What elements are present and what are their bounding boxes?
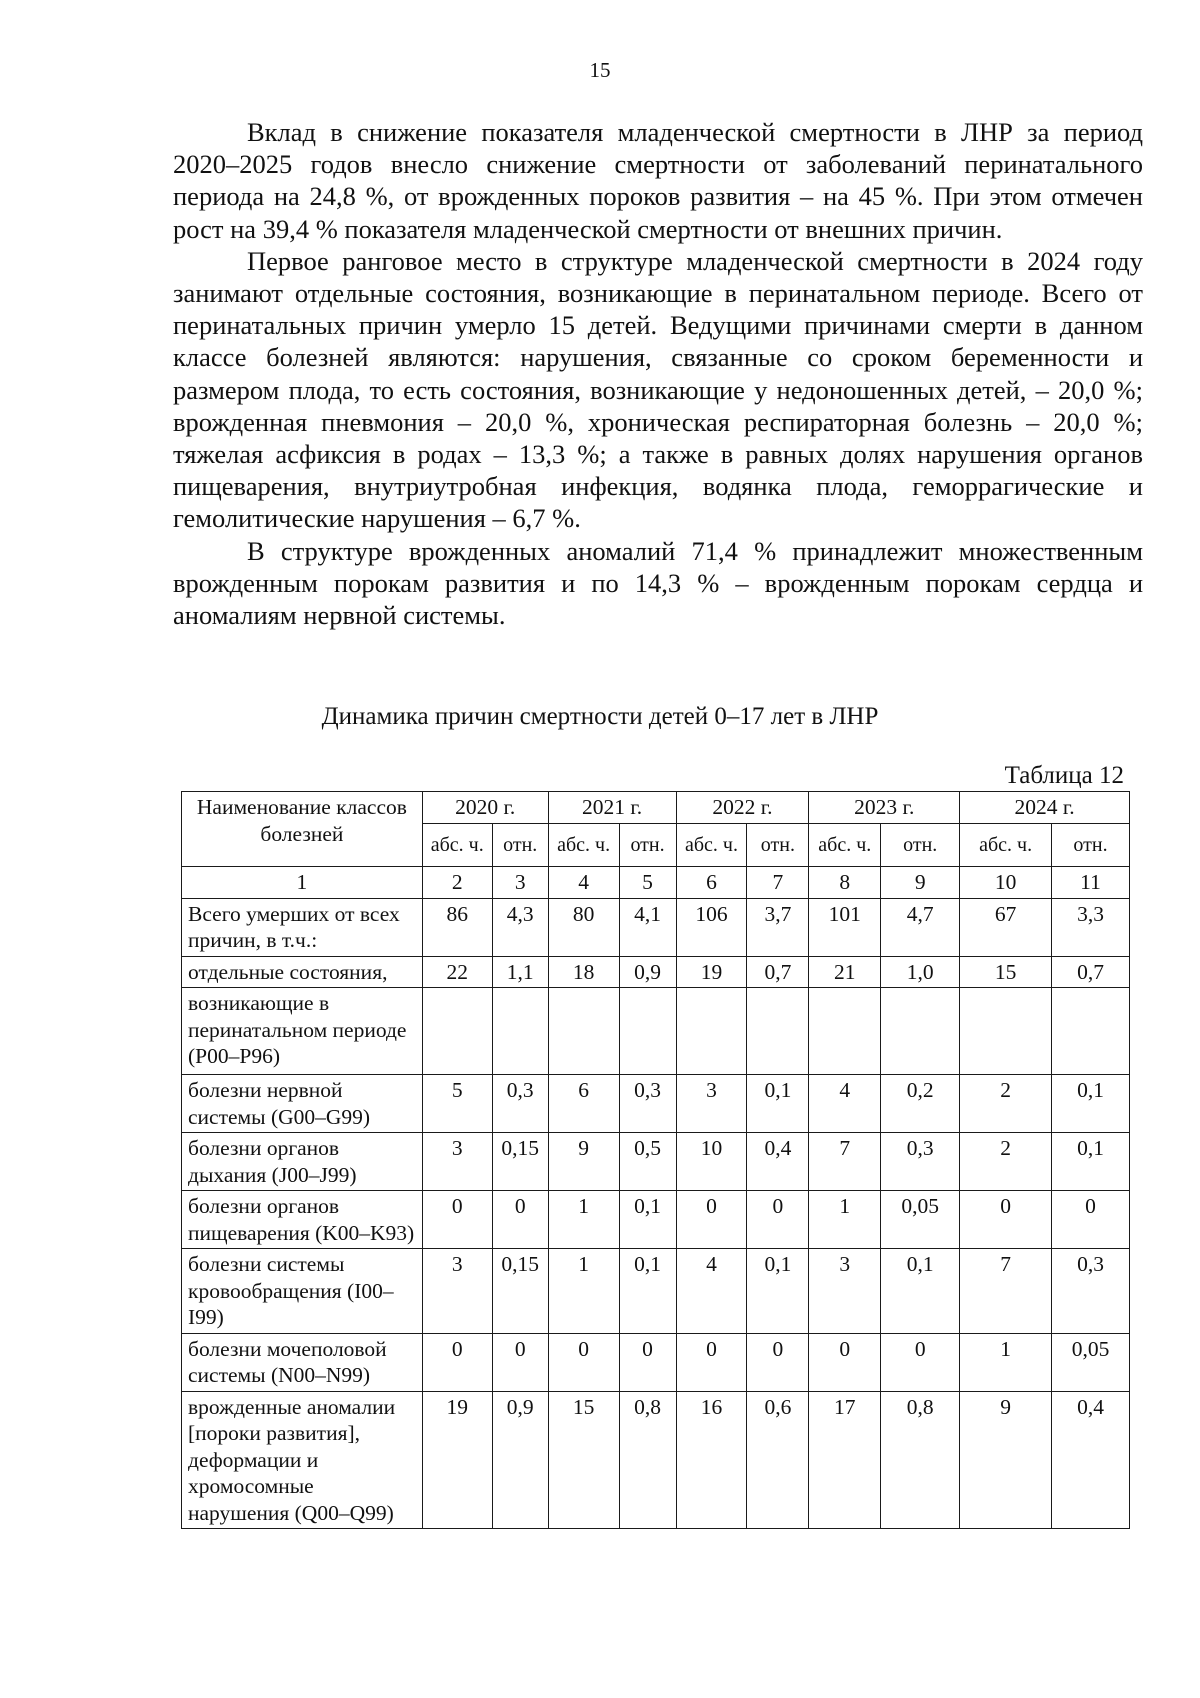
absolute-value-cell: 4 (676, 1249, 747, 1334)
sub-header: абс. ч. (422, 823, 492, 867)
relative-value-cell: 0,9 (619, 956, 676, 988)
relative-value-cell: 0,9 (492, 1391, 548, 1529)
relative-value-cell: 4,3 (492, 898, 548, 956)
paragraph-1: Вклад в снижение показателя младенческой смертности в ЛНР за период 2020–2025 годов внесло снижение смертности от заболеваний перинатального периода на 24,8 %, от врожденных пороков развития – на 45 %. При этом отмечен рост на 39,4 % показателя младенческой смертности от внешних причин. (173, 117, 1143, 244)
relative-value-cell: 0,1 (619, 1249, 676, 1334)
absolute-value-cell: 101 (809, 898, 881, 956)
sub-header: абс. ч. (548, 823, 619, 867)
disease-class-name: болезни мочеполовой системы (N00–N99) (182, 1333, 423, 1391)
disease-class-name: болезни нервной системы (G00–G99) (182, 1075, 423, 1133)
year-header: 2020 г. (422, 792, 548, 824)
absolute-value-cell: 0 (960, 1191, 1052, 1249)
relative-value-cell: 4,1 (619, 898, 676, 956)
absolute-value-cell: 3 (422, 1249, 492, 1334)
column-number: 3 (492, 867, 548, 899)
sub-header: отн. (747, 823, 809, 867)
sub-header: абс. ч. (676, 823, 747, 867)
disease-class-name: отдельные состояния, (182, 956, 423, 988)
absolute-value-cell: 0 (422, 1333, 492, 1391)
absolute-value-cell (422, 988, 492, 1075)
page-number: 15 (589, 58, 611, 82)
sub-header: абс. ч. (809, 823, 881, 867)
relative-value-cell: 0 (881, 1333, 960, 1391)
relative-value-cell: 0,05 (881, 1191, 960, 1249)
absolute-value-cell: 9 (548, 1133, 619, 1191)
year-header: 2023 г. (809, 792, 960, 824)
year-header: 2024 г. (960, 792, 1130, 824)
relative-value-cell: 0,4 (747, 1133, 809, 1191)
relative-value-cell (881, 988, 960, 1075)
relative-value-cell (492, 988, 548, 1075)
mortality-table (181, 791, 1130, 1529)
relative-value-cell: 0 (619, 1333, 676, 1391)
relative-value-cell: 0 (747, 1191, 809, 1249)
column-number: 7 (747, 867, 809, 899)
column-number: 9 (881, 867, 960, 899)
body-text (173, 116, 1143, 631)
relative-value-cell: 0 (492, 1333, 548, 1391)
relative-value-cell (747, 988, 809, 1075)
table-row (182, 1191, 1130, 1249)
column-number: 10 (960, 867, 1052, 899)
column-number: 8 (809, 867, 881, 899)
absolute-value-cell: 5 (422, 1075, 492, 1133)
absolute-value-cell: 0 (548, 1333, 619, 1391)
relative-value-cell: 4,7 (881, 898, 960, 956)
absolute-value-cell (809, 988, 881, 1075)
table-row (182, 956, 1130, 988)
relative-value-cell: 0,7 (747, 956, 809, 988)
relative-value-cell: 3,7 (747, 898, 809, 956)
absolute-value-cell: 1 (548, 1249, 619, 1334)
absolute-value-cell: 19 (676, 956, 747, 988)
table-row (182, 898, 1130, 956)
absolute-value-cell: 15 (548, 1391, 619, 1529)
relative-value-cell: 0,3 (881, 1133, 960, 1191)
relative-value-cell: 0,1 (1052, 1133, 1130, 1191)
absolute-value-cell: 17 (809, 1391, 881, 1529)
absolute-value-cell: 1 (960, 1333, 1052, 1391)
relative-value-cell: 1,1 (492, 956, 548, 988)
column-number: 1 (182, 867, 423, 899)
absolute-value-cell: 16 (676, 1391, 747, 1529)
relative-value-cell: 0 (492, 1191, 548, 1249)
disease-class-name: возникающие в перинатальном периоде (P00–P96) (182, 988, 423, 1075)
table-row (182, 1333, 1130, 1391)
disease-class-name: Всего умерших от всех причин, в т.ч.: (182, 898, 423, 956)
disease-class-name: болезни системы кровообращения (I00–I99) (182, 1249, 423, 1334)
table-title: Динамика причин смертности детей 0–17 лет в ЛНР (321, 703, 879, 730)
table-body (182, 898, 1130, 1529)
absolute-value-cell: 0 (422, 1191, 492, 1249)
relative-value-cell: 0,3 (619, 1075, 676, 1133)
absolute-value-cell: 3 (422, 1133, 492, 1191)
relative-value-cell: 0,8 (619, 1391, 676, 1529)
year-header: 2021 г. (548, 792, 676, 824)
relative-value-cell: 0,1 (881, 1249, 960, 1334)
table-row (182, 1391, 1130, 1529)
absolute-value-cell: 9 (960, 1391, 1052, 1529)
absolute-value-cell: 21 (809, 956, 881, 988)
name-header: Наименование классов болезней (182, 792, 423, 867)
relative-value-cell: 0,1 (747, 1075, 809, 1133)
absolute-value-cell: 0 (809, 1333, 881, 1391)
relative-value-cell: 3,3 (1052, 898, 1130, 956)
relative-value-cell: 0,3 (492, 1075, 548, 1133)
sub-header: отн. (1052, 823, 1130, 867)
absolute-value-cell: 15 (960, 956, 1052, 988)
absolute-value-cell: 22 (422, 956, 492, 988)
table-row (182, 1133, 1130, 1191)
relative-value-cell: 0 (747, 1333, 809, 1391)
paragraph-3: В структуре врожденных аномалий 71,4 % принадлежит множественным врожденным порокам развития и по 14,3 % – врожденным порокам сердца и аномалиям нервной системы. (173, 535, 1143, 631)
disease-class-name: болезни органов пищеварения (K00–K93) (182, 1191, 423, 1249)
absolute-value-cell: 7 (960, 1249, 1052, 1334)
relative-value-cell (619, 988, 676, 1075)
table-label: Таблица 12 (1004, 762, 1124, 789)
relative-value-cell: 0,15 (492, 1249, 548, 1334)
absolute-value-cell: 19 (422, 1391, 492, 1529)
column-number: 5 (619, 867, 676, 899)
relative-value-cell (1052, 988, 1130, 1075)
relative-value-cell: 0,1 (747, 1249, 809, 1334)
header-row-years (182, 792, 1130, 824)
column-number: 2 (422, 867, 492, 899)
relative-value-cell: 0,2 (881, 1075, 960, 1133)
relative-value-cell: 0,7 (1052, 956, 1130, 988)
absolute-value-cell: 1 (809, 1191, 881, 1249)
column-number: 6 (676, 867, 747, 899)
relative-value-cell: 0,8 (881, 1391, 960, 1529)
absolute-value-cell: 2 (960, 1133, 1052, 1191)
absolute-value-cell: 106 (676, 898, 747, 956)
absolute-value-cell: 4 (809, 1075, 881, 1133)
disease-class-name: врожденные аномалии [пороки развития], деформации и хромосомные нарушения (Q00–Q99) (182, 1391, 423, 1529)
relative-value-cell: 0,5 (619, 1133, 676, 1191)
absolute-value-cell: 10 (676, 1133, 747, 1191)
absolute-value-cell: 1 (548, 1191, 619, 1249)
absolute-value-cell: 6 (548, 1075, 619, 1133)
absolute-value-cell (676, 988, 747, 1075)
absolute-value-cell: 0 (676, 1333, 747, 1391)
absolute-value-cell: 3 (676, 1075, 747, 1133)
relative-value-cell: 0,1 (619, 1191, 676, 1249)
sub-header: отн. (881, 823, 960, 867)
absolute-value-cell: 18 (548, 956, 619, 988)
year-header: 2022 г. (676, 792, 809, 824)
absolute-value-cell: 7 (809, 1133, 881, 1191)
absolute-value-cell: 67 (960, 898, 1052, 956)
table-row (182, 988, 1130, 1075)
sub-header: отн. (492, 823, 548, 867)
column-number: 4 (548, 867, 619, 899)
relative-value-cell: 0 (1052, 1191, 1130, 1249)
column-number-row (182, 867, 1130, 899)
paragraph-2: Первое ранговое место в структуре младенческой смертности в 2024 году занимают отдельные состояния, возникающие в перинатальном периоде. Всего от перинатальных причин умерло 15 детей. Ведущими причинами смерти в данном классе болезней являются: нарушения, связанные со сроком беременности и размером плода, то есть состояния, возникающие у недоношенных детей, – 20,0 %; врожденная пневмония – 20,0 %, хроническая респираторная болезнь – 20,0 %; тяжелая асфиксия в родах – 13,3 %; а также в равных долях нарушения органов пищеварения, внутриутробная инфекция, водянка плода, геморрагические и гемолитические нарушения – 6,7 %. (173, 245, 1143, 534)
absolute-value-cell: 2 (960, 1075, 1052, 1133)
absolute-value-cell: 0 (676, 1191, 747, 1249)
relative-value-cell: 0,1 (1052, 1075, 1130, 1133)
table-row (182, 1249, 1130, 1334)
absolute-value-cell: 3 (809, 1249, 881, 1334)
disease-class-name: болезни органов дыхания (J00–J99) (182, 1133, 423, 1191)
absolute-value-cell (960, 988, 1052, 1075)
absolute-value-cell: 80 (548, 898, 619, 956)
column-number: 11 (1052, 867, 1130, 899)
table-row (182, 1075, 1130, 1133)
sub-header: отн. (619, 823, 676, 867)
relative-value-cell: 0,05 (1052, 1333, 1130, 1391)
absolute-value-cell: 86 (422, 898, 492, 956)
absolute-value-cell (548, 988, 619, 1075)
relative-value-cell: 0,6 (747, 1391, 809, 1529)
relative-value-cell: 0,4 (1052, 1391, 1130, 1529)
relative-value-cell: 0,3 (1052, 1249, 1130, 1334)
sub-header: абс. ч. (960, 823, 1052, 867)
relative-value-cell: 1,0 (881, 956, 960, 988)
relative-value-cell: 0,15 (492, 1133, 548, 1191)
